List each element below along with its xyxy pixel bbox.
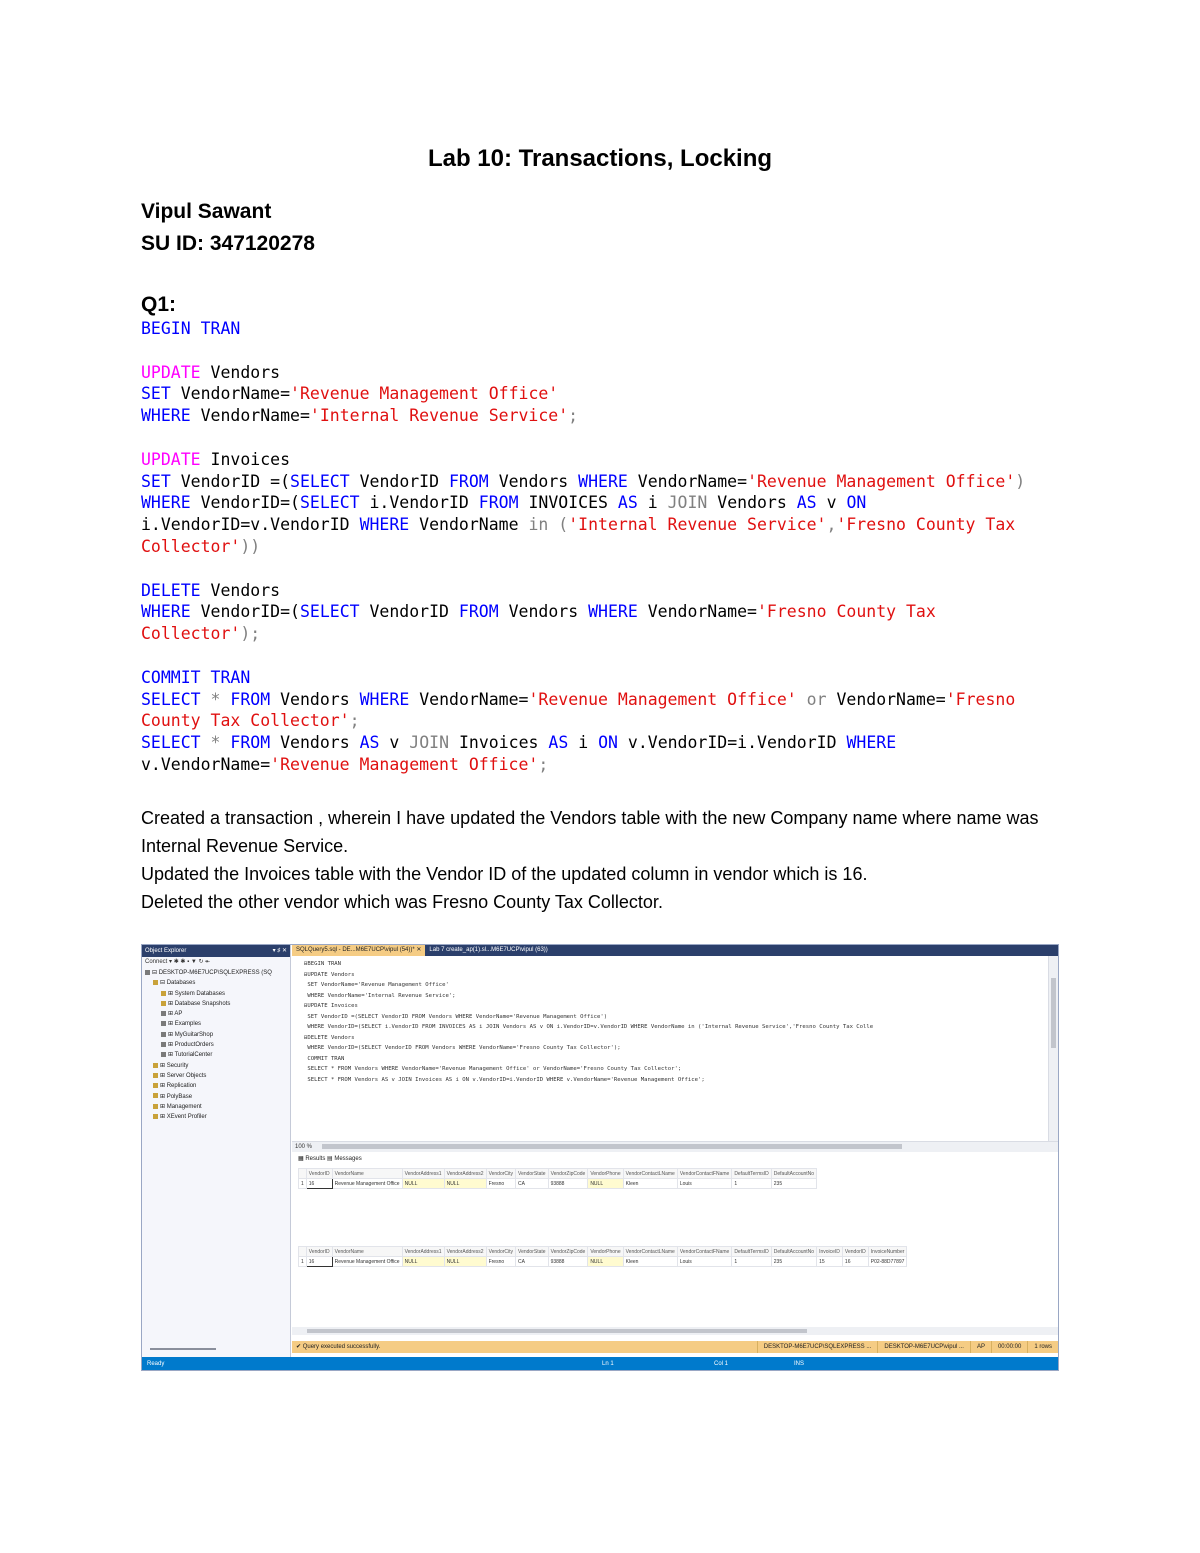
code-string: 'Revenue Management Office' — [270, 754, 539, 774]
code-string: 'Fresno County Tax — [756, 602, 936, 622]
grid-cell[interactable]: 1 — [732, 1179, 771, 1189]
grid-cell[interactable]: 235 — [771, 1179, 816, 1189]
editor-horizontal-scrollbar[interactable] — [292, 1141, 1058, 1152]
code-vendorid: VendorID=( — [200, 493, 300, 513]
column-header[interactable]: VendorPhone — [588, 1247, 623, 1257]
tree-node[interactable]: ⊞ Management — [142, 1102, 290, 1112]
code-join: JOIN — [409, 733, 450, 753]
grid-cell[interactable]: 16 — [842, 1257, 868, 1267]
code-string: 'Revenue Management Office' — [290, 384, 559, 404]
question-label: Q1: — [141, 293, 177, 316]
code-vendorname: v.VendorName= — [141, 754, 271, 774]
sql-line: WHERE VendorID=(SELECT VendorID FROM Vendors WHERE VendorName='Fresno County Tax Collector'); — [304, 1045, 621, 1051]
code-string: 'Fresno County Tax — [836, 515, 1016, 535]
code-vendorname: VendorName= — [180, 384, 291, 404]
explanation-line: Created a transaction , wherein I have updated the Vendors table with the new Company name where name was Internal Revenue Service. — [141, 808, 1039, 856]
sql-line: ⊟BEGIN TRAN — [304, 961, 342, 967]
sql-line: ⊟UPDATE Vendors — [304, 971, 355, 978]
code-from: FROM — [230, 733, 271, 753]
code-set: SET — [141, 384, 171, 404]
status-server: DESKTOP-M6E7UCP\SQLEXPRESS ... — [757, 1341, 878, 1353]
sql-line: WHERE VendorName='Internal Revenue Service'; — [304, 992, 456, 999]
tree-node[interactable]: ⊞ AP — [142, 1009, 290, 1019]
code-vendorid: VendorID=( — [200, 602, 300, 622]
grid-cell[interactable]: Louis — [677, 1179, 731, 1189]
code-join-cond: i.VendorID=v.VendorID — [141, 515, 350, 535]
sql-line: SET VendorName='Revenue Management Office' — [304, 982, 449, 988]
results-horizontal-scrollbar[interactable] — [292, 1327, 1058, 1335]
code-invoices-upper: INVOICES — [528, 493, 608, 513]
grid-cell[interactable]: CA — [516, 1179, 549, 1189]
column-header[interactable]: DefaultTermsID — [732, 1247, 771, 1257]
code-where: WHERE — [359, 689, 410, 709]
grid-cell[interactable]: P02-88D77897 — [868, 1257, 907, 1267]
code-select: SELECT — [299, 493, 360, 513]
tree-node[interactable]: ⊞ Server Objects — [142, 1071, 290, 1081]
code-string: 'Revenue Management Office' — [747, 471, 1016, 491]
code-vendors: Vendors — [210, 362, 281, 382]
column-header[interactable]: VendorZipCode — [548, 1247, 588, 1257]
explanation-line: Updated the Invoices table with the Vendor ID of the updated column in vendor which is 16. — [141, 864, 868, 884]
grid-cell[interactable]: 1 — [299, 1179, 307, 1189]
status-ins: INS — [794, 1361, 805, 1367]
code-vendorid: VendorID =( — [180, 471, 291, 491]
status-db: AP — [970, 1341, 991, 1353]
code-string: 'Internal Revenue Service' — [568, 515, 827, 535]
grid-cell[interactable]: NULL — [402, 1257, 444, 1267]
grid-cell[interactable]: 1 — [732, 1257, 771, 1267]
column-header[interactable]: VendorID — [842, 1247, 868, 1257]
column-header[interactable]: InvoiceID — [817, 1247, 843, 1257]
code-where: WHERE — [359, 515, 410, 535]
database-icon — [161, 1032, 166, 1037]
sql-line: SELECT * FROM Vendors AS v JOIN Invoices AS i ON v.VendorID=i.VendorID WHERE v.VendorName='Revenue Management Office'; — [304, 1076, 705, 1083]
grid-cell[interactable]: 15 — [817, 1257, 843, 1267]
column-header[interactable]: VendorZipCode — [548, 1169, 588, 1179]
query-editor — [292, 945, 1058, 1357]
app-status-bar — [142, 1357, 1059, 1371]
status-line: Ln 1 — [602, 1361, 614, 1367]
grid-header-row — [299, 1247, 907, 1257]
grid-cell[interactable]: Fresno — [486, 1179, 515, 1189]
code-string: Collector' — [141, 624, 241, 644]
tree-node[interactable]: ⊞ ProductOrders — [142, 1040, 290, 1050]
zoom-level[interactable]: 100 % — [295, 1144, 313, 1150]
folder-icon — [153, 980, 158, 985]
grid-cell[interactable]: NULL — [588, 1179, 623, 1189]
code-alias-i: i — [578, 733, 589, 753]
column-header[interactable]: DefaultAccountNo — [771, 1169, 816, 1179]
column-header[interactable]: InvoiceNumber — [868, 1247, 907, 1257]
scroll-thumb[interactable] — [322, 1144, 902, 1149]
explanation — [141, 804, 1061, 916]
code-select: SELECT — [141, 689, 201, 709]
ssms-screenshot — [141, 944, 1059, 1371]
tree-node[interactable]: ⊞ Examples — [142, 1019, 290, 1029]
grid-cell[interactable]: NULL — [402, 1179, 444, 1189]
grid-header-row — [299, 1169, 817, 1179]
sql-line: COMMIT TRAN — [304, 1055, 345, 1062]
tree-node-server[interactable]: ⊟ DESKTOP-M6E7UCP\SQLEXPRESS (SQ — [142, 968, 290, 978]
code-begin: BEGIN TRAN — [141, 319, 241, 338]
code-string: 'Revenue Management Office' — [528, 689, 797, 709]
grid-cell[interactable]: Fresno — [486, 1257, 515, 1267]
code-alias-v: v — [389, 733, 400, 753]
table-row — [299, 1179, 817, 1189]
column-header[interactable]: DefaultTermsID — [732, 1169, 771, 1179]
grid-cell[interactable]: Revenue Management Office — [332, 1179, 402, 1189]
status-rows: 1 rows — [1027, 1341, 1058, 1353]
code-on: ON — [598, 733, 618, 753]
column-header[interactable]: VendorID — [306, 1169, 332, 1179]
code-star: * — [210, 689, 221, 709]
code-from: FROM — [230, 689, 271, 709]
column-header[interactable]: VendorContactLName — [623, 1247, 677, 1257]
code-vendorid: VendorID — [369, 602, 449, 622]
code-string: 'Fresno — [945, 689, 1016, 709]
column-header[interactable]: VendorPhone — [588, 1169, 623, 1179]
editor-vertical-scrollbar[interactable] — [1048, 956, 1058, 1141]
page-title: Lab 10: Transactions, Locking — [427, 145, 773, 172]
tab-lab7[interactable]: Lab 7 create_ap(1).sl...M6E7UCP\vipul (63)) — [429, 947, 548, 953]
column-header[interactable]: VendorCity — [486, 1169, 515, 1179]
code-alias-v: v — [826, 493, 837, 513]
code-vendors: Vendors — [717, 493, 787, 513]
grid-cell[interactable]: Revenue Management Office — [332, 1257, 402, 1267]
sql-line: ⊟UPDATE Invoices — [304, 1003, 358, 1009]
column-header[interactable] — [299, 1169, 307, 1179]
code-string: 'Internal Revenue Service' — [309, 406, 569, 426]
code-where: WHERE — [141, 602, 191, 622]
code-from: FROM — [478, 493, 519, 513]
grid-cell[interactable]: NULL — [444, 1179, 486, 1189]
code-select: SELECT — [141, 733, 201, 753]
column-header[interactable]: VendorContactLName — [623, 1169, 677, 1179]
grid-cell[interactable]: 16 — [306, 1179, 332, 1189]
column-header[interactable]: VendorAddress2 — [444, 1169, 486, 1179]
code-vendors: Vendors — [280, 689, 350, 709]
column-header[interactable]: VendorAddress1 — [402, 1247, 444, 1257]
sql-code-block: BEGIN TRAN UPDATE Vendors SET VendorName='Revenue Management Office' WHERE VendorName='Internal Revenue Service'; UPDATE Invoices SET VendorID =(SELECT VendorID FROM Vendors WHERE VendorName='Revenue Management Office') WHERE VendorID=(SELECT i.VendorID FROM INVOICES AS i JOIN Vendors AS v ON i.VendorID=v.VendorID WHERE VendorName in ('Internal Revenue Service','Fresno County Tax Collector')) DELETE Vendors WHERE VendorID=(SELECT VendorID FROM Vendors WHERE VendorName='Fresno County Tax Collector'); COMMIT TRAN SELECT * FROM Vendors WHERE VendorName='Revenue Management Office' or VendorName='Fresno County Tax Collector'; SELECT * FROM Vendors AS v JOIN Invoices AS i ON v.VendorID=i.VendorID WHERE v.VendorName='Revenue Management Office'; — [141, 319, 1026, 774]
code-as: AS — [548, 733, 569, 753]
code-or: or — [806, 689, 827, 709]
tree-node-databases[interactable]: ⊟ Databases — [142, 978, 290, 988]
code-vendors: Vendors — [280, 733, 350, 753]
code-invoices: Invoices — [210, 449, 291, 469]
object-explorer-scrollbar[interactable] — [150, 1348, 216, 1350]
folder-icon — [161, 1001, 166, 1006]
status-ready: Ready — [147, 1361, 165, 1367]
code-select: SELECT — [299, 602, 360, 622]
grid-cell[interactable]: 1 — [299, 1257, 307, 1267]
column-header[interactable]: VendorAddress2 — [444, 1247, 486, 1257]
grid-cell[interactable]: 93888 — [548, 1179, 588, 1189]
tab-sqlquery5[interactable]: SQLQuery5.sql - DE...M6E7UCP\vipul (54))* ✕ — [292, 945, 425, 956]
code-invoices: Invoices — [458, 733, 539, 753]
server-icon — [145, 970, 150, 975]
code-update: UPDATE — [141, 362, 201, 382]
code-ivendorid: i.VendorID — [369, 493, 469, 513]
folder-icon — [153, 1073, 158, 1078]
folder-icon — [153, 1093, 158, 1098]
sql-line: WHERE VendorID=(SELECT i.VendorID FROM INVOICES AS i JOIN Vendors AS v ON i.VendorID=v.VendorID WHERE VendorName in ('Internal Revenue Service','Fresno County Tax Colle — [304, 1024, 874, 1030]
query-status-message: ✔ Query executed successfully. — [296, 1344, 381, 1350]
code-vendors: Vendors — [210, 580, 281, 600]
code-on: ON — [846, 493, 867, 513]
column-header[interactable]: DefaultAccountNo — [771, 1247, 816, 1257]
code-in: in — [528, 515, 549, 535]
tree-node[interactable]: ⊞ System Databases — [142, 989, 290, 999]
database-icon — [161, 1052, 166, 1057]
code-vendorname: VendorName= — [200, 406, 310, 426]
folder-icon — [153, 1114, 158, 1119]
status-col: Col 1 — [714, 1361, 729, 1367]
code-as: AS — [359, 733, 380, 753]
folder-icon — [153, 1083, 158, 1088]
database-icon — [161, 1021, 166, 1026]
code-where: WHERE — [141, 406, 191, 426]
sql-line: SELECT * FROM Vendors WHERE VendorName='Revenue Management Office' or VendorName='Fresno County Tax Collector'; — [304, 1066, 682, 1072]
folder-icon — [153, 1063, 158, 1068]
pin-icon[interactable]: ▾ ♯ ✕ — [272, 948, 287, 954]
code-vendorname: VendorName= — [637, 471, 748, 491]
column-header[interactable]: VendorState — [516, 1247, 549, 1257]
code-string: Collector' — [141, 536, 241, 556]
grid-cell[interactable]: CA — [516, 1257, 549, 1267]
scroll-thumb[interactable] — [307, 1329, 807, 1333]
results-grid-1 — [298, 1168, 817, 1189]
code-delete: DELETE — [141, 580, 201, 600]
code-join-cond: v.VendorID=i.VendorID — [627, 733, 837, 753]
sql-line: ⊟DELETE Vendors — [304, 1034, 355, 1041]
code-vendors: Vendors — [508, 602, 579, 622]
code-string: County Tax Collector' — [141, 711, 350, 731]
tree-node[interactable]: ⊞ Database Snapshots — [142, 999, 290, 1009]
folder-icon — [161, 991, 166, 996]
grid-cell[interactable]: NULL — [444, 1257, 486, 1267]
column-header[interactable]: VendorState — [516, 1169, 549, 1179]
column-header[interactable]: VendorAddress1 — [402, 1169, 444, 1179]
database-icon — [161, 1042, 166, 1047]
grid-cell[interactable]: Kleen — [623, 1257, 677, 1267]
code-set: SET — [141, 471, 171, 491]
code-commit: COMMIT TRAN — [141, 667, 251, 687]
folder-icon — [153, 1104, 158, 1109]
grid-cell[interactable]: 16 — [306, 1257, 332, 1267]
code-select: SELECT — [290, 471, 350, 491]
grid-cell[interactable]: NULL — [588, 1257, 623, 1267]
tree-node[interactable]: ⊞ PolyBase — [142, 1092, 290, 1102]
database-icon — [161, 1011, 166, 1016]
object-explorer-title-text: Object Explorer — [145, 948, 187, 954]
code-alias-i: i — [647, 493, 658, 513]
code-from: FROM — [458, 602, 499, 622]
code-vendors: Vendors — [498, 471, 569, 491]
code-update: UPDATE — [141, 449, 201, 469]
code-star: * — [210, 733, 221, 753]
author-block — [141, 196, 315, 260]
code-vendorid: VendorID — [359, 471, 440, 491]
su-id: SU ID: 347120278 — [141, 232, 315, 255]
grid-cell[interactable]: Louis — [677, 1257, 731, 1267]
code-where: WHERE — [846, 733, 897, 753]
column-header[interactable]: VendorContactFName — [677, 1169, 731, 1179]
table-row — [299, 1257, 907, 1267]
explanation-line: Deleted the other vendor which was Fresno County Tax Collector. — [141, 892, 663, 912]
status-user: DESKTOP-M6E7UCP\vipul ... — [877, 1341, 970, 1353]
code-where: WHERE — [588, 602, 638, 622]
column-header[interactable] — [299, 1247, 307, 1257]
column-header[interactable]: VendorID — [306, 1247, 332, 1257]
column-header[interactable]: VendorName — [332, 1247, 402, 1257]
status-time: 00:00:00 — [991, 1341, 1027, 1353]
tree-node[interactable]: ⊞ Security — [142, 1061, 290, 1071]
code-vendorname: VendorName= — [419, 689, 529, 709]
scroll-thumb[interactable] — [1051, 978, 1056, 1048]
tree-node[interactable]: ⊞ TutorialCenter — [142, 1050, 290, 1060]
sql-editor-text[interactable] — [304, 959, 873, 1085]
object-tree — [142, 968, 290, 1122]
grid-cell[interactable]: Kleen — [623, 1179, 677, 1189]
grid-cell[interactable]: 93888 — [548, 1257, 588, 1267]
code-from: FROM — [449, 471, 489, 491]
object-explorer-toolbar[interactable]: Connect ▾ ✱ ✱ ▪ ▼ ↻ ↞ — [145, 959, 211, 965]
column-header[interactable]: VendorName — [332, 1169, 402, 1179]
column-header[interactable]: VendorContactFName — [677, 1247, 731, 1257]
code-join: JOIN — [667, 493, 708, 513]
author-name: Vipul Sawant — [141, 200, 272, 223]
grid-cell[interactable]: 235 — [771, 1257, 816, 1267]
tree-node[interactable]: ⊞ MyGuitarShop — [142, 1030, 290, 1040]
code-vendorname: VendorName — [419, 515, 519, 535]
code-as: AS — [617, 493, 638, 513]
editor-tabs — [292, 945, 1058, 956]
object-explorer — [142, 945, 291, 1357]
code-vendorname: VendorName= — [647, 602, 757, 622]
tree-node[interactable]: ⊞ Replication — [142, 1081, 290, 1091]
tree-node[interactable]: ⊞ XEvent Profiler — [142, 1112, 290, 1122]
column-header[interactable]: VendorCity — [486, 1247, 515, 1257]
results-tabs[interactable]: ▦ Results ▤ Messages — [298, 1156, 362, 1162]
results-grid-2 — [298, 1246, 907, 1267]
query-status-bar — [292, 1341, 1058, 1353]
sql-line: SET VendorID =(SELECT VendorID FROM Vendors WHERE VendorName='Revenue Management Office') — [304, 1013, 608, 1020]
object-explorer-title — [142, 945, 290, 957]
code-where: WHERE — [141, 493, 191, 513]
code-as: AS — [796, 493, 817, 513]
code-where: WHERE — [578, 471, 628, 491]
code-vendorname: VendorName= — [836, 689, 946, 709]
